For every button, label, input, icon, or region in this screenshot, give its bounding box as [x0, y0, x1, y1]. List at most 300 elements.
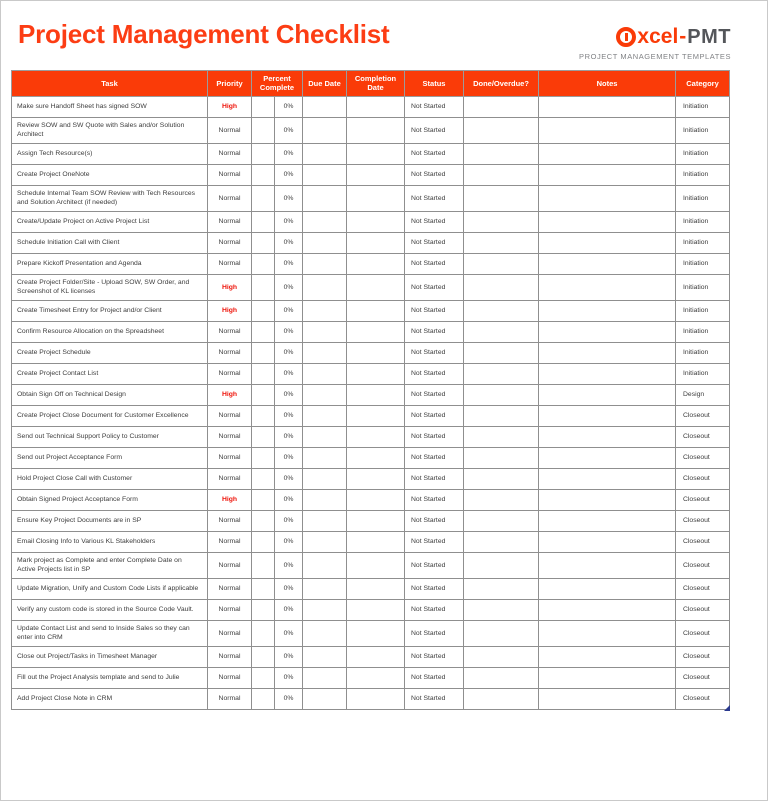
status-cell[interactable]: Not Started [405, 164, 464, 185]
notes-cell[interactable] [539, 363, 676, 384]
status-cell[interactable]: Not Started [405, 274, 464, 300]
done-overdue-cell[interactable] [464, 164, 539, 185]
task-cell[interactable]: Create Project OneNote [12, 164, 208, 185]
completion-date-cell[interactable] [347, 468, 405, 489]
status-cell[interactable]: Not Started [405, 405, 464, 426]
percent-complete-bar-cell[interactable] [252, 489, 275, 510]
category-cell[interactable]: Initiation [676, 143, 730, 164]
percent-complete-bar-cell[interactable] [252, 274, 275, 300]
task-cell[interactable]: Email Closing Info to Various KL Stakeholders [12, 531, 208, 552]
priority-cell[interactable]: Normal [208, 143, 252, 164]
notes-cell[interactable] [539, 211, 676, 232]
notes-cell[interactable] [539, 552, 676, 578]
priority-cell[interactable]: Normal [208, 468, 252, 489]
completion-date-cell[interactable] [347, 646, 405, 667]
priority-cell[interactable]: Normal [208, 117, 252, 143]
notes-cell[interactable] [539, 321, 676, 342]
priority-cell[interactable]: High [208, 96, 252, 117]
category-cell[interactable]: Design [676, 384, 730, 405]
status-cell[interactable]: Not Started [405, 185, 464, 211]
percent-complete-bar-cell[interactable] [252, 688, 275, 709]
status-cell[interactable]: Not Started [405, 342, 464, 363]
status-cell[interactable]: Not Started [405, 232, 464, 253]
table-row [12, 426, 730, 447]
percent-complete-bar-cell[interactable] [252, 143, 275, 164]
done-overdue-cell[interactable] [464, 274, 539, 300]
category-cell[interactable]: Closeout [676, 667, 730, 688]
notes-cell[interactable] [539, 531, 676, 552]
status-cell[interactable]: Not Started [405, 117, 464, 143]
completion-date-cell[interactable] [347, 405, 405, 426]
table-row [12, 599, 730, 620]
col-header-percent-complete[interactable]: Percent Complete [252, 71, 303, 97]
done-overdue-cell[interactable] [464, 688, 539, 709]
status-cell[interactable]: Not Started [405, 447, 464, 468]
priority-cell[interactable]: Normal [208, 164, 252, 185]
due-date-cell[interactable] [303, 405, 347, 426]
task-cell[interactable]: Verify any custom code is stored in the Source Code Vault. [12, 599, 208, 620]
percent-complete-value-cell[interactable]: 0% [275, 667, 303, 688]
completion-date-cell[interactable] [347, 321, 405, 342]
task-cell[interactable]: Create/Update Project on Active Project List [12, 211, 208, 232]
priority-cell[interactable]: Normal [208, 342, 252, 363]
percent-complete-bar-cell[interactable] [252, 405, 275, 426]
status-cell[interactable]: Not Started [405, 143, 464, 164]
done-overdue-cell[interactable] [464, 667, 539, 688]
due-date-cell[interactable] [303, 96, 347, 117]
category-cell[interactable]: Initiation [676, 342, 730, 363]
done-overdue-cell[interactable] [464, 552, 539, 578]
percent-complete-value-cell[interactable]: 0% [275, 688, 303, 709]
priority-cell[interactable]: Normal [208, 321, 252, 342]
category-cell[interactable]: Initiation [676, 321, 730, 342]
status-cell[interactable]: Not Started [405, 531, 464, 552]
task-cell[interactable]: Obtain Signed Project Acceptance Form [12, 489, 208, 510]
percent-complete-value-cell[interactable]: 0% [275, 211, 303, 232]
completion-date-cell[interactable] [347, 667, 405, 688]
status-cell[interactable]: Not Started [405, 96, 464, 117]
category-cell[interactable]: Closeout [676, 620, 730, 646]
completion-date-cell[interactable] [347, 531, 405, 552]
completion-date-cell[interactable] [347, 578, 405, 599]
due-date-cell[interactable] [303, 552, 347, 578]
priority-cell[interactable]: Normal [208, 688, 252, 709]
priority-cell[interactable]: Normal [208, 510, 252, 531]
due-date-cell[interactable] [303, 426, 347, 447]
done-overdue-cell[interactable] [464, 117, 539, 143]
done-overdue-cell[interactable] [464, 468, 539, 489]
completion-date-cell[interactable] [347, 232, 405, 253]
percent-complete-bar-cell[interactable] [252, 211, 275, 232]
category-cell[interactable]: Closeout [676, 578, 730, 599]
notes-cell[interactable] [539, 667, 676, 688]
done-overdue-cell[interactable] [464, 578, 539, 599]
col-header-completion-date[interactable]: Completion Date [347, 71, 405, 97]
percent-complete-bar-cell[interactable] [252, 232, 275, 253]
percent-complete-value-cell[interactable]: 0% [275, 620, 303, 646]
status-cell[interactable]: Not Started [405, 211, 464, 232]
notes-cell[interactable] [539, 185, 676, 211]
table-row [12, 531, 730, 552]
percent-complete-value-cell[interactable]: 0% [275, 646, 303, 667]
status-cell[interactable]: Not Started [405, 578, 464, 599]
status-cell[interactable]: Not Started [405, 510, 464, 531]
col-header-done-overdue[interactable]: Done/Overdue? [464, 71, 539, 97]
category-cell[interactable]: Initiation [676, 274, 730, 300]
done-overdue-cell[interactable] [464, 96, 539, 117]
priority-cell[interactable]: High [208, 274, 252, 300]
category-cell[interactable]: Initiation [676, 117, 730, 143]
category-cell[interactable]: Closeout [676, 599, 730, 620]
task-cell[interactable]: Create Project Folder/Site - Upload SOW, SW Order, and Screenshot of KL licenses [12, 274, 208, 300]
notes-cell[interactable] [539, 688, 676, 709]
due-date-cell[interactable] [303, 489, 347, 510]
percent-complete-bar-cell[interactable] [252, 646, 275, 667]
status-cell[interactable]: Not Started [405, 620, 464, 646]
percent-complete-bar-cell[interactable] [252, 426, 275, 447]
table-row [12, 232, 730, 253]
priority-cell[interactable]: Normal [208, 426, 252, 447]
completion-date-cell[interactable] [347, 620, 405, 646]
task-cell[interactable]: Create Project Close Document for Customer Excellence [12, 405, 208, 426]
due-date-cell[interactable] [303, 578, 347, 599]
priority-cell[interactable]: High [208, 300, 252, 321]
status-cell[interactable]: Not Started [405, 426, 464, 447]
task-cell[interactable]: Create Project Schedule [12, 342, 208, 363]
notes-cell[interactable] [539, 253, 676, 274]
task-cell[interactable]: Update Migration, Unify and Custom Code Lists if applicable [12, 578, 208, 599]
col-header-priority[interactable]: Priority [208, 71, 252, 97]
category-cell[interactable]: Initiation [676, 300, 730, 321]
task-cell[interactable]: Assign Tech Resource(s) [12, 143, 208, 164]
task-cell[interactable]: Schedule Initiation Call with Client [12, 232, 208, 253]
task-cell[interactable]: Hold Project Close Call with Customer [12, 468, 208, 489]
notes-cell[interactable] [539, 620, 676, 646]
done-overdue-cell[interactable] [464, 143, 539, 164]
percent-complete-bar-cell[interactable] [252, 164, 275, 185]
task-cell[interactable]: Close out Project/Tasks in Timesheet Manager [12, 646, 208, 667]
task-cell[interactable]: Make sure Handoff Sheet has signed SOW [12, 96, 208, 117]
status-cell[interactable]: Not Started [405, 321, 464, 342]
brand-circle-bar [625, 33, 628, 41]
category-cell[interactable]: Closeout [676, 426, 730, 447]
notes-cell[interactable] [539, 578, 676, 599]
priority-cell[interactable]: High [208, 384, 252, 405]
due-date-cell[interactable] [303, 342, 347, 363]
percent-complete-bar-cell[interactable] [252, 384, 275, 405]
priority-cell[interactable]: Normal [208, 667, 252, 688]
notes-cell[interactable] [539, 426, 676, 447]
done-overdue-cell[interactable] [464, 489, 539, 510]
due-date-cell[interactable] [303, 143, 347, 164]
completion-date-cell[interactable] [347, 426, 405, 447]
percent-complete-value-cell[interactable]: 0% [275, 232, 303, 253]
category-cell[interactable]: Closeout [676, 552, 730, 578]
percent-complete-value-cell[interactable]: 0% [275, 117, 303, 143]
percent-complete-bar-cell[interactable] [252, 363, 275, 384]
percent-complete-value-cell[interactable]: 0% [275, 321, 303, 342]
task-cell[interactable]: Mark project as Complete and enter Complete Date on Active Projects list in SP [12, 552, 208, 578]
done-overdue-cell[interactable] [464, 300, 539, 321]
due-date-cell[interactable] [303, 468, 347, 489]
percent-complete-value-cell[interactable]: 0% [275, 489, 303, 510]
due-date-cell[interactable] [303, 300, 347, 321]
priority-cell[interactable]: Normal [208, 599, 252, 620]
priority-cell[interactable]: Normal [208, 363, 252, 384]
percent-complete-value-cell[interactable]: 0% [275, 447, 303, 468]
category-cell[interactable]: Closeout [676, 489, 730, 510]
due-date-cell[interactable] [303, 646, 347, 667]
percent-complete-value-cell[interactable]: 0% [275, 96, 303, 117]
percent-complete-bar-cell[interactable] [252, 96, 275, 117]
percent-complete-value-cell[interactable]: 0% [275, 185, 303, 211]
due-date-cell[interactable] [303, 667, 347, 688]
table-resize-handle[interactable] [724, 705, 730, 711]
table-row [12, 489, 730, 510]
page-header [1, 1, 767, 70]
notes-cell[interactable] [539, 510, 676, 531]
completion-date-cell[interactable] [347, 489, 405, 510]
notes-cell[interactable] [539, 96, 676, 117]
notes-cell[interactable] [539, 599, 676, 620]
done-overdue-cell[interactable] [464, 426, 539, 447]
priority-cell[interactable]: Normal [208, 552, 252, 578]
category-cell[interactable]: Initiation [676, 164, 730, 185]
priority-cell[interactable]: Normal [208, 405, 252, 426]
task-cell[interactable]: Prepare Kickoff Presentation and Agenda [12, 253, 208, 274]
percent-complete-bar-cell[interactable] [252, 117, 275, 143]
notes-cell[interactable] [539, 384, 676, 405]
due-date-cell[interactable] [303, 253, 347, 274]
status-cell[interactable]: Not Started [405, 363, 464, 384]
completion-date-cell[interactable] [347, 300, 405, 321]
percent-complete-bar-cell[interactable] [252, 667, 275, 688]
priority-cell[interactable]: Normal [208, 185, 252, 211]
completion-date-cell[interactable] [347, 143, 405, 164]
completion-date-cell[interactable] [347, 688, 405, 709]
percent-complete-bar-cell[interactable] [252, 321, 275, 342]
percent-complete-value-cell[interactable]: 0% [275, 552, 303, 578]
priority-cell[interactable]: High [208, 489, 252, 510]
percent-complete-value-cell[interactable]: 0% [275, 578, 303, 599]
status-cell[interactable]: Not Started [405, 646, 464, 667]
status-cell[interactable]: Not Started [405, 300, 464, 321]
percent-complete-value-cell[interactable]: 0% [275, 599, 303, 620]
category-cell[interactable]: Closeout [676, 688, 730, 709]
task-cell[interactable]: Update Contact List and send to Inside Sales so they can enter into CRM [12, 620, 208, 646]
done-overdue-cell[interactable] [464, 620, 539, 646]
category-cell[interactable]: Closeout [676, 510, 730, 531]
percent-complete-value-cell[interactable]: 0% [275, 426, 303, 447]
category-cell[interactable]: Initiation [676, 363, 730, 384]
priority-cell[interactable]: Normal [208, 447, 252, 468]
table-row [12, 185, 730, 211]
percent-complete-value-cell[interactable]: 0% [275, 300, 303, 321]
due-date-cell[interactable] [303, 321, 347, 342]
completion-date-cell[interactable] [347, 253, 405, 274]
done-overdue-cell[interactable] [464, 384, 539, 405]
priority-cell[interactable]: Normal [208, 531, 252, 552]
completion-date-cell[interactable] [347, 96, 405, 117]
priority-cell[interactable]: Normal [208, 620, 252, 646]
notes-cell[interactable] [539, 447, 676, 468]
task-cell[interactable]: Schedule Internal Team SOW Review with Tech Resources and Solution Architect (if needed) [12, 185, 208, 211]
percent-complete-bar-cell[interactable] [252, 599, 275, 620]
done-overdue-cell[interactable] [464, 211, 539, 232]
completion-date-cell[interactable] [347, 117, 405, 143]
notes-cell[interactable] [539, 646, 676, 667]
category-cell[interactable]: Initiation [676, 232, 730, 253]
due-date-cell[interactable] [303, 274, 347, 300]
due-date-cell[interactable] [303, 510, 347, 531]
category-cell[interactable]: Closeout [676, 405, 730, 426]
due-date-cell[interactable] [303, 384, 347, 405]
done-overdue-cell[interactable] [464, 447, 539, 468]
percent-complete-bar-cell[interactable] [252, 620, 275, 646]
due-date-cell[interactable] [303, 232, 347, 253]
done-overdue-cell[interactable] [464, 253, 539, 274]
col-header-status[interactable]: Status [405, 71, 464, 97]
completion-date-cell[interactable] [347, 384, 405, 405]
col-header-notes[interactable]: Notes [539, 71, 676, 97]
percent-complete-value-cell[interactable]: 0% [275, 468, 303, 489]
task-cell[interactable]: Send out Project Acceptance Form [12, 447, 208, 468]
due-date-cell[interactable] [303, 211, 347, 232]
percent-complete-value-cell[interactable]: 0% [275, 405, 303, 426]
status-cell[interactable]: Not Started [405, 688, 464, 709]
task-cell[interactable]: Fill out the Project Analysis template and send to Julie [12, 667, 208, 688]
done-overdue-cell[interactable] [464, 510, 539, 531]
notes-cell[interactable] [539, 468, 676, 489]
percent-complete-bar-cell[interactable] [252, 185, 275, 211]
due-date-cell[interactable] [303, 447, 347, 468]
due-date-cell[interactable] [303, 117, 347, 143]
task-cell[interactable]: Send out Technical Support Policy to Customer [12, 426, 208, 447]
priority-cell[interactable]: Normal [208, 253, 252, 274]
percent-complete-value-cell[interactable]: 0% [275, 510, 303, 531]
done-overdue-cell[interactable] [464, 363, 539, 384]
status-cell[interactable]: Not Started [405, 667, 464, 688]
category-cell[interactable]: Closeout [676, 531, 730, 552]
priority-cell[interactable]: Normal [208, 211, 252, 232]
percent-complete-bar-cell[interactable] [252, 253, 275, 274]
completion-date-cell[interactable] [347, 185, 405, 211]
percent-complete-value-cell[interactable]: 0% [275, 164, 303, 185]
completion-date-cell[interactable] [347, 363, 405, 384]
due-date-cell[interactable] [303, 599, 347, 620]
percent-complete-value-cell[interactable]: 0% [275, 384, 303, 405]
status-cell[interactable]: Not Started [405, 599, 464, 620]
percent-complete-bar-cell[interactable] [252, 510, 275, 531]
percent-complete-bar-cell[interactable] [252, 552, 275, 578]
done-overdue-cell[interactable] [464, 646, 539, 667]
table-row [12, 321, 730, 342]
completion-date-cell[interactable] [347, 510, 405, 531]
completion-date-cell[interactable] [347, 211, 405, 232]
task-cell[interactable]: Ensure Key Project Documents are in SP [12, 510, 208, 531]
done-overdue-cell[interactable] [464, 599, 539, 620]
notes-cell[interactable] [539, 489, 676, 510]
notes-cell[interactable] [539, 300, 676, 321]
table-row [12, 117, 730, 143]
done-overdue-cell[interactable] [464, 232, 539, 253]
due-date-cell[interactable] [303, 531, 347, 552]
completion-date-cell[interactable] [347, 164, 405, 185]
notes-cell[interactable] [539, 164, 676, 185]
category-cell[interactable]: Initiation [676, 211, 730, 232]
notes-cell[interactable] [539, 232, 676, 253]
category-cell[interactable]: Closeout [676, 468, 730, 489]
notes-cell[interactable] [539, 143, 676, 164]
done-overdue-cell[interactable] [464, 342, 539, 363]
category-cell[interactable]: Closeout [676, 646, 730, 667]
due-date-cell[interactable] [303, 363, 347, 384]
percent-complete-value-cell[interactable]: 0% [275, 274, 303, 300]
done-overdue-cell[interactable] [464, 321, 539, 342]
completion-date-cell[interactable] [347, 342, 405, 363]
done-overdue-cell[interactable] [464, 185, 539, 211]
status-cell[interactable]: Not Started [405, 253, 464, 274]
task-cell[interactable]: Confirm Resource Allocation on the Spreadsheet [12, 321, 208, 342]
status-cell[interactable]: Not Started [405, 552, 464, 578]
priority-cell[interactable]: Normal [208, 578, 252, 599]
task-cell[interactable]: Review SOW and SW Quote with Sales and/or Solution Architect [12, 117, 208, 143]
percent-complete-bar-cell[interactable] [252, 300, 275, 321]
notes-cell[interactable] [539, 342, 676, 363]
completion-date-cell[interactable] [347, 447, 405, 468]
percent-complete-bar-cell[interactable] [252, 468, 275, 489]
percent-complete-bar-cell[interactable] [252, 531, 275, 552]
task-cell[interactable]: Obtain Sign Off on Technical Design [12, 384, 208, 405]
due-date-cell[interactable] [303, 688, 347, 709]
percent-complete-bar-cell[interactable] [252, 578, 275, 599]
status-cell[interactable]: Not Started [405, 489, 464, 510]
priority-cell[interactable]: Normal [208, 646, 252, 667]
due-date-cell[interactable] [303, 185, 347, 211]
notes-cell[interactable] [539, 405, 676, 426]
priority-cell[interactable]: Normal [208, 232, 252, 253]
percent-complete-bar-cell[interactable] [252, 447, 275, 468]
percent-complete-value-cell[interactable]: 0% [275, 342, 303, 363]
task-cell[interactable]: Create Timesheet Entry for Project and/or Client [12, 300, 208, 321]
completion-date-cell[interactable] [347, 552, 405, 578]
percent-complete-value-cell[interactable]: 0% [275, 363, 303, 384]
col-header-due-date[interactable]: Due Date [303, 71, 347, 97]
due-date-cell[interactable] [303, 164, 347, 185]
task-cell[interactable]: Create Project Contact List [12, 363, 208, 384]
completion-date-cell[interactable] [347, 274, 405, 300]
category-cell[interactable]: Initiation [676, 185, 730, 211]
done-overdue-cell[interactable] [464, 531, 539, 552]
task-cell[interactable]: Add Project Close Note in CRM [12, 688, 208, 709]
notes-cell[interactable] [539, 117, 676, 143]
percent-complete-value-cell[interactable]: 0% [275, 531, 303, 552]
status-cell[interactable]: Not Started [405, 384, 464, 405]
percent-complete-bar-cell[interactable] [252, 342, 275, 363]
status-cell[interactable]: Not Started [405, 468, 464, 489]
category-cell[interactable]: Closeout [676, 447, 730, 468]
col-header-task[interactable]: Task [12, 71, 208, 97]
due-date-cell[interactable] [303, 620, 347, 646]
percent-complete-value-cell[interactable]: 0% [275, 253, 303, 274]
category-cell[interactable]: Initiation [676, 253, 730, 274]
percent-complete-value-cell[interactable]: 0% [275, 143, 303, 164]
col-header-category[interactable]: Category [676, 71, 730, 97]
completion-date-cell[interactable] [347, 599, 405, 620]
notes-cell[interactable] [539, 274, 676, 300]
category-cell[interactable]: Initiation [676, 96, 730, 117]
done-overdue-cell[interactable] [464, 405, 539, 426]
